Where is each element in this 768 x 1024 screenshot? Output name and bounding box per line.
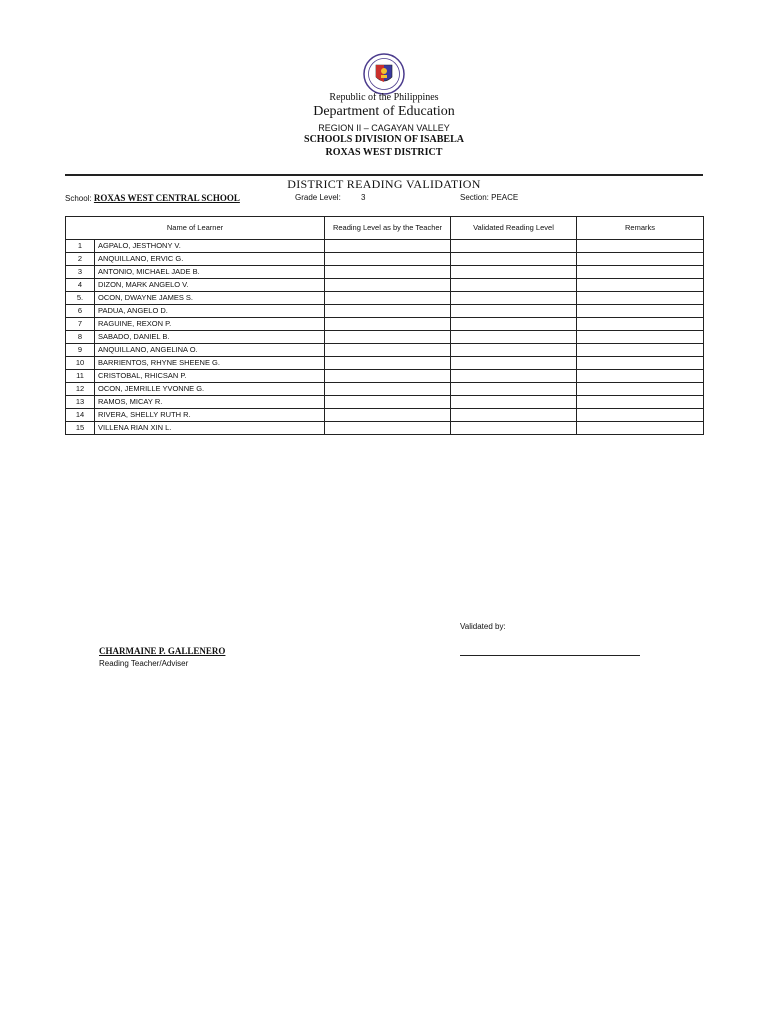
validated-level-cell	[451, 383, 577, 396]
row-number: 9	[66, 344, 95, 357]
school-name: ROXAS WEST CENTRAL SCHOOL	[93, 193, 240, 203]
learner-name: ANQUILLANO, ANGELINA O.	[95, 344, 325, 357]
row-number: 8	[66, 331, 95, 344]
learner-name: ANTONIO, MICHAEL JADE B.	[95, 266, 325, 279]
validated-level-cell	[451, 396, 577, 409]
school-label: School:	[65, 194, 92, 203]
section-label: Section: PEACE	[460, 193, 519, 202]
col-header-remarks: Remarks	[577, 217, 704, 240]
table-row	[66, 383, 704, 396]
table-row	[66, 253, 704, 266]
validated-level-cell	[451, 253, 577, 266]
col-header-teacher-level: Reading Level as by the Teacher	[325, 217, 451, 240]
validated-level-cell	[451, 292, 577, 305]
remarks-cell	[577, 370, 704, 383]
learner-name: RAGUINE, REXON P.	[95, 318, 325, 331]
remarks-cell	[577, 344, 704, 357]
remarks-cell	[577, 396, 704, 409]
learner-name: SABADO, DANIEL B.	[95, 331, 325, 344]
header-division: SCHOOLS DIVISION OF ISABELA	[304, 134, 464, 145]
validated-level-cell	[451, 240, 577, 253]
remarks-cell	[577, 318, 704, 331]
row-number: 10	[66, 357, 95, 370]
header-department: Department of Education	[313, 104, 455, 119]
teacher-level-cell	[325, 383, 451, 396]
validated-level-cell	[451, 344, 577, 357]
deped-seal-icon	[363, 53, 405, 95]
row-number: 3	[66, 266, 95, 279]
validated-level-cell	[451, 357, 577, 370]
table-row	[66, 240, 704, 253]
row-number: 4	[66, 279, 95, 292]
remarks-cell	[577, 240, 704, 253]
row-number: 12	[66, 383, 95, 396]
grade-value: 3	[361, 193, 366, 202]
learner-name: AGPALO, JESTHONY V.	[95, 240, 325, 253]
learner-name: BARRIENTOS, RHYNE SHEENE G.	[95, 357, 325, 370]
remarks-cell	[577, 305, 704, 318]
validator-signature-line	[460, 655, 640, 656]
validated-level-cell	[451, 422, 577, 435]
teacher-level-cell	[325, 331, 451, 344]
teacher-level-cell	[325, 318, 451, 331]
row-number: 7	[66, 318, 95, 331]
teacher-level-cell	[325, 305, 451, 318]
validated-level-cell	[451, 318, 577, 331]
remarks-cell	[577, 266, 704, 279]
teacher-level-cell	[325, 253, 451, 266]
col-header-validated-level: Validated Reading Level	[451, 217, 577, 240]
remarks-cell	[577, 253, 704, 266]
grade-label: Grade Level:	[295, 193, 341, 202]
teacher-level-cell	[325, 370, 451, 383]
table-row	[66, 279, 704, 292]
row-number: 2	[66, 253, 95, 266]
table-row	[66, 305, 704, 318]
header-divider	[65, 174, 703, 176]
validated-level-cell	[451, 266, 577, 279]
teacher-level-cell	[325, 292, 451, 305]
validated-level-cell	[451, 279, 577, 292]
remarks-cell	[577, 331, 704, 344]
remarks-cell	[577, 383, 704, 396]
remarks-cell	[577, 422, 704, 435]
remarks-cell	[577, 409, 704, 422]
teacher-level-cell	[325, 396, 451, 409]
header-republic: Republic of the Philippines	[329, 92, 439, 103]
learner-name: PADUA, ANGELO D.	[95, 305, 325, 318]
teacher-name: CHARMAINE P. GALLENERO	[99, 646, 226, 656]
learner-name: DIZON, MARK ANGELO V.	[95, 279, 325, 292]
table-row	[66, 357, 704, 370]
row-number: 6	[66, 305, 95, 318]
row-number: 15	[66, 422, 95, 435]
learner-name: VILLENA RIAN XIN L.	[95, 422, 325, 435]
table-row	[66, 292, 704, 305]
teacher-role: Reading Teacher/Adviser	[99, 659, 189, 668]
learner-name: OCON, DWAYNE JAMES S.	[95, 292, 325, 305]
table-row	[66, 318, 704, 331]
school-field	[65, 193, 240, 203]
row-number: 1	[66, 240, 95, 253]
teacher-level-cell	[325, 279, 451, 292]
row-number: 14	[66, 409, 95, 422]
table-row	[66, 344, 704, 357]
learner-name: RIVERA, SHELLY RUTH R.	[95, 409, 325, 422]
learner-name: OCON, JEMRILLE YVONNE G.	[95, 383, 325, 396]
teacher-level-cell	[325, 357, 451, 370]
learner-name: ANQUILLANO, ERVIC G.	[95, 253, 325, 266]
table-row	[66, 331, 704, 344]
header-region: REGION II – CAGAYAN VALLEY	[318, 123, 450, 133]
learner-name: RAMOS, MICAY R.	[95, 396, 325, 409]
row-number: 5.	[66, 292, 95, 305]
table-row	[66, 370, 704, 383]
row-number: 11	[66, 370, 95, 383]
row-number: 13	[66, 396, 95, 409]
remarks-cell	[577, 292, 704, 305]
table-row	[66, 422, 704, 435]
learner-name: CRISTOBAL, RHICSAN P.	[95, 370, 325, 383]
teacher-level-cell	[325, 344, 451, 357]
teacher-level-cell	[325, 240, 451, 253]
table-header-row	[66, 217, 704, 240]
table-row	[66, 409, 704, 422]
table-row	[66, 266, 704, 279]
teacher-level-cell	[325, 409, 451, 422]
teacher-level-cell	[325, 422, 451, 435]
validated-level-cell	[451, 331, 577, 344]
validated-by-label: Validated by:	[460, 622, 506, 631]
validated-level-cell	[451, 370, 577, 383]
learner-table	[65, 216, 704, 435]
teacher-level-cell	[325, 266, 451, 279]
remarks-cell	[577, 279, 704, 292]
header-district: ROXAS WEST DISTRICT	[325, 147, 443, 158]
col-header-name: Name of Learner	[66, 217, 325, 240]
document-title: DISTRICT READING VALIDATION	[287, 177, 481, 191]
validated-level-cell	[451, 409, 577, 422]
remarks-cell	[577, 357, 704, 370]
table-row	[66, 396, 704, 409]
validated-level-cell	[451, 305, 577, 318]
